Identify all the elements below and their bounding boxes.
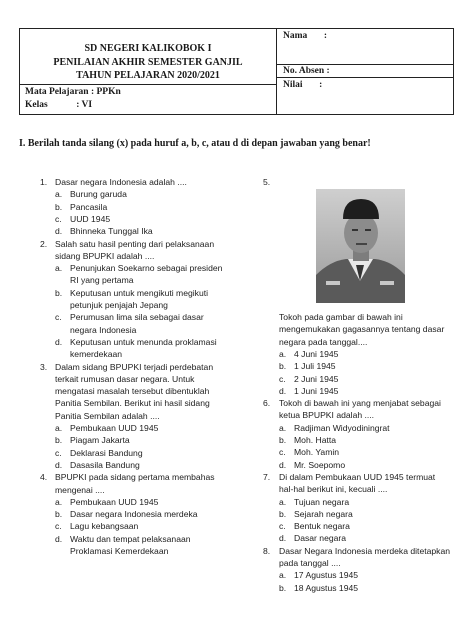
option-text: kemerdekaan xyxy=(70,349,123,360)
question-text: Tokoh di bawah ini yang menjabat sebagai xyxy=(279,398,441,409)
question-text: mengatasi masalah tersebut dibentuklah xyxy=(55,386,210,397)
option-text: Burung garuda xyxy=(70,189,127,200)
question-number: 3. xyxy=(40,361,48,372)
option-text: Pembukaan UUD 1945 xyxy=(70,496,159,507)
question-text: Di dalam Pembukaan UUD 1945 termuat xyxy=(279,471,436,482)
option-text: 2 Juni 1945 xyxy=(294,373,339,384)
subject-label: Mata Pelajaran : PPKn xyxy=(25,87,121,97)
option-text: Piagam Jakarta xyxy=(70,435,130,446)
option-letter[interactable]: d. xyxy=(55,336,63,347)
option-letter[interactable]: d. xyxy=(55,459,63,470)
school-year: TAHUN PELAJARAN 2020/2021 xyxy=(76,70,220,81)
option-text: Radjiman Widyodiningrat xyxy=(294,422,390,433)
option-letter[interactable]: b. xyxy=(55,435,63,446)
option-text: Pancasila xyxy=(70,201,108,212)
header-divider-right-1 xyxy=(276,64,453,65)
option-letter[interactable]: d. xyxy=(279,385,287,396)
option-text: Proklamasi Kemerdekaan xyxy=(70,546,169,556)
question-number: 1. xyxy=(40,177,48,187)
question-text: Dasar Negara Indonesia merdeka ditetapkan xyxy=(279,545,451,556)
option-letter[interactable]: d. xyxy=(279,459,287,470)
question-text: mengemukakan gagasannya tentang dasar xyxy=(279,324,445,335)
question-text: Dalam sidang BPUPKI terjadi perdebatan xyxy=(55,361,214,372)
option-text: Bentuk negara xyxy=(294,521,350,532)
option-letter[interactable]: c. xyxy=(279,373,286,384)
question-text: Salah satu hasil penting dari pelaksanaan xyxy=(55,238,215,249)
option-text: Bhinneka Tunggal Ika xyxy=(70,226,153,237)
question-text: Panitia Sembilan. Berikut ini hasil sidang xyxy=(55,398,210,409)
question-number: 8. xyxy=(263,545,271,556)
option-letter[interactable]: a. xyxy=(55,189,63,200)
option-letter[interactable]: b. xyxy=(279,435,287,445)
question-text: ketua BPUPKI adalah .... xyxy=(279,410,375,421)
class-label: Kelas : VI xyxy=(25,100,93,110)
header-divider-left xyxy=(20,84,276,85)
option-text: Dasar negara Indonesia merdeka xyxy=(70,509,198,520)
question-text: mengenai .... xyxy=(55,484,105,495)
option-letter[interactable]: a. xyxy=(279,422,287,433)
option-letter[interactable]: c. xyxy=(55,447,62,458)
option-text: 1 Juni 1945 xyxy=(294,385,339,396)
exam-header-box xyxy=(19,28,454,115)
absen-field[interactable]: No. Absen : xyxy=(283,66,330,76)
question-number: 6. xyxy=(263,398,271,409)
portrait-photo xyxy=(316,189,405,303)
option-text: UUD 1945 xyxy=(70,213,111,224)
question-number: 2. xyxy=(40,238,48,249)
question-text: Dasar negara Indonesia adalah .... xyxy=(55,177,187,187)
option-letter[interactable]: a. xyxy=(55,423,63,433)
option-text: Lagu kebangsaan xyxy=(70,521,139,532)
option-text: Penunjukan Soekarno sebagai presiden xyxy=(70,263,223,274)
question-text: terkait rumusan dasar negara. Untuk xyxy=(55,373,195,384)
option-letter[interactable]: a. xyxy=(55,496,63,507)
option-letter[interactable]: b. xyxy=(279,361,287,372)
option-letter[interactable]: b. xyxy=(279,508,287,519)
section-instruction: I. Berilah tanda silang (x) pada huruf a, b, c, atau d di depan jawaban yang benar! xyxy=(19,138,371,149)
option-text: Moh. Hatta xyxy=(294,435,337,445)
option-letter[interactable]: c. xyxy=(55,521,62,532)
option-text: RI yang pertama xyxy=(70,275,134,286)
option-letter[interactable]: b. xyxy=(279,582,287,593)
option-letter[interactable]: c. xyxy=(55,312,62,323)
option-text: Pembukaan UUD 1945 xyxy=(70,423,159,433)
exam-title: PENILAIAN AKHIR SEMESTER GANJIL xyxy=(53,57,243,68)
school-name: SD NEGERI KALIKOBOK I xyxy=(84,43,212,54)
option-text: Waktu dan tempat pelaksanaan xyxy=(70,533,191,544)
option-letter[interactable]: a. xyxy=(279,570,287,581)
header-divider-vertical xyxy=(276,29,277,114)
question-text: hal-hal berikut ini, kecuali .... xyxy=(279,484,388,495)
option-letter[interactable]: a. xyxy=(279,496,287,507)
option-letter[interactable]: d. xyxy=(55,533,63,544)
option-text: Keputusan untuk menunda proklamasi xyxy=(70,336,217,347)
option-text: Deklarasi Bandung xyxy=(70,447,143,458)
option-text: 4 Juni 1945 xyxy=(294,348,339,359)
option-letter[interactable]: c. xyxy=(279,521,286,532)
option-letter[interactable]: b. xyxy=(55,287,63,298)
option-text: Tujuan negara xyxy=(294,496,350,507)
nama-field[interactable]: Nama : xyxy=(283,31,328,41)
option-text: Mr. Soepomo xyxy=(294,459,346,470)
option-text: Sejarah negara xyxy=(294,508,353,519)
option-letter[interactable]: c. xyxy=(279,447,286,458)
question-text: pada tanggal .... xyxy=(279,558,341,568)
option-text: Dasasila Bandung xyxy=(70,459,140,470)
option-text: Perumusan lima sila sebagai dasar xyxy=(70,312,204,323)
question-text: BPUPKI pada sidang pertama membahas xyxy=(55,472,215,483)
option-letter[interactable]: b. xyxy=(55,201,63,212)
option-text: petunjuk penjajah Jepang xyxy=(70,300,168,310)
option-text: Moh. Yamin xyxy=(294,447,340,458)
option-letter[interactable]: d. xyxy=(279,533,287,544)
option-letter[interactable]: c. xyxy=(55,213,62,224)
option-text: negara Indonesia xyxy=(70,324,137,335)
option-text: Dasar negara xyxy=(294,533,347,544)
option-letter[interactable]: a. xyxy=(55,263,63,274)
option-text: 17 Agustus 1945 xyxy=(294,570,359,581)
option-letter[interactable]: d. xyxy=(55,226,63,237)
option-text: 18 Agustus 1945 xyxy=(294,582,359,593)
nilai-field[interactable]: Nilai : xyxy=(283,80,323,90)
option-letter[interactable]: a. xyxy=(279,348,287,359)
question-text: Panitia Sembilan adalah .... xyxy=(55,410,160,421)
question-number: 4. xyxy=(40,472,48,483)
question-number: 5. xyxy=(263,177,271,187)
header-divider-right-2 xyxy=(276,77,453,78)
option-text: Keputusan untuk mengikuti megikuti xyxy=(70,287,209,298)
question-text: sidang BPUPKI adalah .... xyxy=(55,250,155,261)
question-text: Tokoh pada gambar di bawah ini xyxy=(279,312,403,322)
question-text: negara pada tanggal.... xyxy=(279,336,368,347)
option-text: 1 Juli 1945 xyxy=(294,361,336,372)
option-letter[interactable]: b. xyxy=(55,509,63,520)
question-number: 7. xyxy=(263,471,271,482)
